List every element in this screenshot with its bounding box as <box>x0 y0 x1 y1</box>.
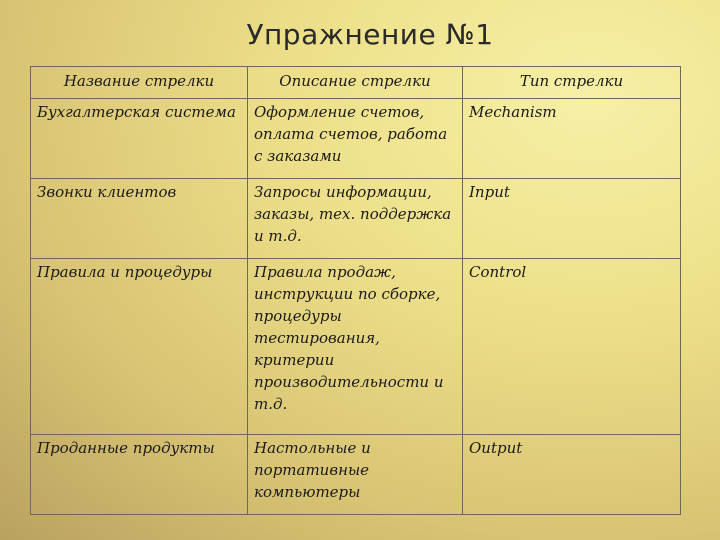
cell-arrow-name: Проданные продукты <box>31 435 248 515</box>
table-header-row <box>31 67 681 99</box>
cell-arrow-name: Правила и процедуры <box>31 259 248 435</box>
table-row <box>31 179 681 259</box>
cell-arrow-type: Input <box>463 179 681 259</box>
cell-arrow-description: Правила продаж, инструкции по сборке, процедуры тестирования, критерии производительности и т.д. <box>248 259 463 435</box>
header-arrow-description: Описание стрелки <box>248 67 463 99</box>
table-row <box>31 435 681 515</box>
table-row <box>31 259 681 435</box>
cell-arrow-description: Запросы информации, заказы, тех. поддержка и т.д. <box>248 179 463 259</box>
cell-arrow-description: Настольные и портативные компьютеры <box>248 435 463 515</box>
cell-arrow-name: Звонки клиентов <box>31 179 248 259</box>
header-arrow-type: Тип стрелки <box>463 67 681 99</box>
table-row <box>31 99 681 179</box>
page-title: Упражнение №1 <box>246 18 494 51</box>
cell-arrow-type: Output <box>463 435 681 515</box>
arrows-table <box>30 66 681 515</box>
cell-arrow-type: Control <box>463 259 681 435</box>
header-arrow-name: Название стрелки <box>31 67 248 99</box>
cell-arrow-description: Оформление счетов, оплата счетов, работа с заказами <box>248 99 463 179</box>
cell-arrow-type: Mechanism <box>463 99 681 179</box>
cell-arrow-name: Бухгалтерская система <box>31 99 248 179</box>
